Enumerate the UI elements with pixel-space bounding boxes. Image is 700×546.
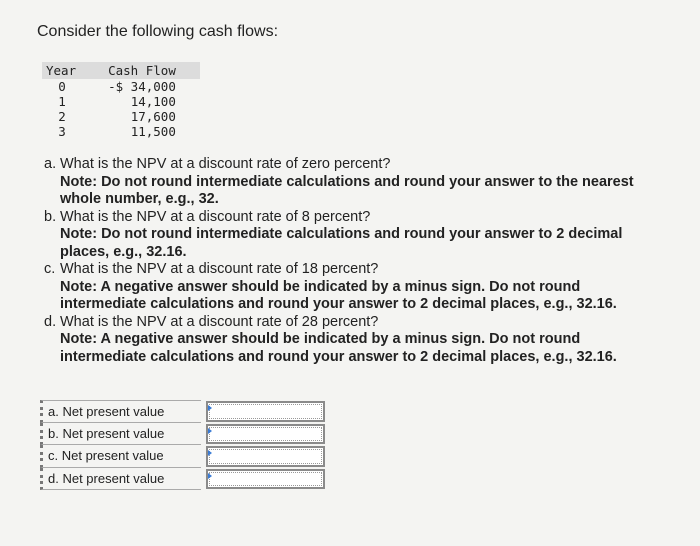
question-text: What is the NPV at a discount rate of zero percent? [60, 156, 391, 172]
answer-row-a [40, 400, 325, 423]
npv-input-b[interactable] [208, 426, 323, 443]
table-row [42, 94, 200, 109]
answer-label: a. Net present value [40, 400, 201, 423]
answer-label: c. Net present value [40, 445, 201, 468]
question-letter: a. [44, 156, 57, 172]
table-row [42, 124, 200, 139]
year-cell: 3 [58, 124, 66, 139]
question-text: What is the NPV at a discount rate of 18 percent? [60, 261, 379, 277]
question-list [44, 156, 669, 366]
table-header-row [42, 62, 200, 79]
question-letter: d. [44, 313, 57, 330]
intro-text: Consider the following cash flows: [37, 23, 279, 40]
cash-flow-cell: 14,100 [130, 94, 176, 109]
question-note: Note: Do not round intermediate calculations and round your answer to 2 decimal places, e.g., 32.16. [60, 226, 623, 260]
table-row [42, 79, 200, 94]
answer-label: d. Net present value [40, 468, 201, 491]
question-b [44, 209, 669, 262]
cash-flow-table [42, 62, 200, 139]
npv-input-a[interactable] [208, 403, 323, 420]
question-letter: c. [44, 261, 56, 277]
year-cell: 0 [58, 79, 66, 94]
answer-field-c[interactable] [206, 446, 325, 467]
question-note: Note: Do not round intermediate calculations and round your answer to the nearest whole number, e.g., 32. [60, 173, 634, 207]
answer-field-b[interactable] [206, 424, 325, 445]
question-note: Note: A negative answer should be indicated by a minus sign. Do not round intermediate calculations and round your answer to 2 decimal places, e.g., 32.16. [60, 331, 617, 365]
cash-flow-header: Cash Flow [82, 62, 200, 79]
question-a [44, 156, 669, 209]
answer-row-c [40, 445, 325, 468]
cash-flow-cell: 17,600 [130, 109, 176, 124]
question-d [44, 314, 669, 367]
answer-label: b. Net present value [40, 423, 201, 446]
answer-field-a[interactable] [206, 401, 325, 422]
year-cell: 1 [58, 94, 66, 109]
answer-table [40, 400, 325, 490]
cash-flow-cell: 11,500 [130, 124, 176, 139]
npv-input-d[interactable] [208, 471, 323, 488]
question-text: What is the NPV at a discount rate of 8 percent? [60, 208, 371, 225]
year-cell: 2 [58, 109, 66, 124]
table-row [42, 109, 200, 124]
answer-field-d[interactable] [206, 469, 325, 490]
answer-row-d [40, 468, 325, 491]
question-c [44, 261, 669, 314]
question-letter: b. [44, 208, 57, 225]
cash-flow-cell: -$ 34,000 [108, 79, 176, 94]
year-header: Year [42, 62, 82, 79]
question-note: Note: A negative answer should be indicated by a minus sign. Do not round intermediate calculations and round your answer to 2 decimal places, e.g., 32.16. [60, 278, 617, 312]
npv-input-c[interactable] [208, 448, 323, 465]
answer-row-b [40, 423, 325, 446]
question-text: What is the NPV at a discount rate of 28 percent? [60, 313, 379, 330]
